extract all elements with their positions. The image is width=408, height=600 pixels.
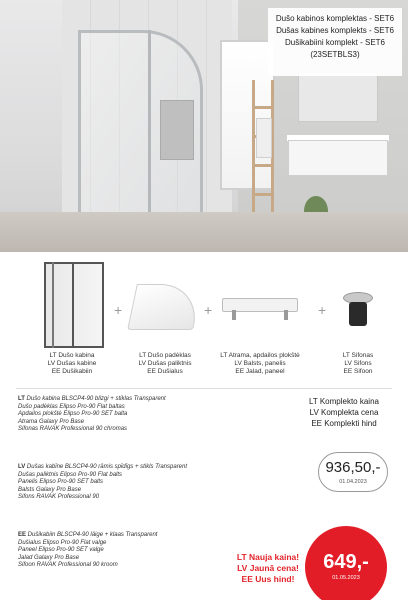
hero-bathroom-photo: [0, 0, 408, 252]
spec-block-ee: EE Dušikabiin BLSCP4-90 läige + klaas Transparent Dušialus Elipso Pro-90 Flat valge Paneel Elipso Pro-90 SET valge Jalad Galaxy Pro Base Sifoon RAVAK Professional 90 kroom: [18, 532, 158, 568]
spec-block-lt: LT Dušo kabina BLSCP4-90 blizgi + stiklas Transparent Dušo padėklas Elipso Pro-90 Flat baltas Apdailos plokštė Elipso Pro-90 SET balta Atrama Galaxy Pro Base Sifonas RAVAK Professional 90 chromas: [18, 396, 166, 432]
vanity-cabinet: [288, 140, 388, 176]
plus-sign: +: [318, 302, 327, 318]
new-price-badge: [305, 526, 387, 600]
shower-enclosure-frame: [148, 30, 151, 220]
plus-sign: +: [114, 302, 123, 318]
siphon-image: [343, 292, 373, 328]
set-title-ee: Dušikabiini komplekt - SET6: [284, 38, 386, 47]
plus-sign: +: [204, 302, 213, 318]
new-price-value: 649,-: [323, 551, 369, 573]
shower-cabin-image: [44, 262, 104, 348]
section-divider: [16, 388, 392, 389]
spec-block-lv: LV Dušas kabīne BLSCP4-90 rāmis spīdīgs + stikls Transparent Dušas paliktnis Elipso Pro-90 Flat balts Panelis Elipso Pro-90 SET balts Balsts Galaxy Pro Base Sifons RAVAK Professional 90: [18, 464, 188, 500]
product-tray-caption: LT Dušo padėklas LV Dušas paliktnis EE Dušialus: [138, 352, 192, 375]
product-siphon-caption: LT Sifonas LV Sifons EE Sifoon: [342, 352, 374, 375]
towel: [256, 118, 272, 158]
set-title-lv: Dušas kabines komplekts - SET6: [276, 26, 394, 35]
spec-lang-code: LT: [18, 396, 25, 402]
product-panel-caption: LT Atrama, apdailos plokštė LV Balsts, panelis EE Jalad, paneel: [220, 352, 300, 375]
front-panel-image: [222, 298, 298, 318]
set-price-header: LT Komplekto kaina LV Komplekta cena EE Komplekti hind: [309, 397, 379, 428]
mirror: [298, 72, 378, 122]
new-price-label: LT Nauja kaina! LV Jaunā cena! EE Uus hind!: [236, 552, 300, 584]
set-title-box: [268, 8, 402, 76]
old-price-badge: [318, 452, 388, 492]
floor: [0, 212, 408, 252]
set-title-lt: Dušo kabinos komplektas - SET6: [275, 14, 395, 23]
new-price-date: 01.05.2023: [332, 575, 360, 581]
spec-lang-code: LV: [18, 464, 26, 470]
set-code: (23SETBLS3): [310, 50, 360, 59]
product-cabin-caption: LT Dušo kabina LV Dušas kabine EE Dušikabiin: [47, 352, 97, 375]
old-price-date: 01.04.2023: [339, 479, 367, 485]
shower-tray-image: [132, 284, 198, 330]
spec-lang-code: EE: [18, 532, 27, 538]
old-price-value: 936,50,-: [325, 459, 381, 476]
products-row: [0, 252, 408, 388]
shower-niche: [160, 100, 194, 160]
